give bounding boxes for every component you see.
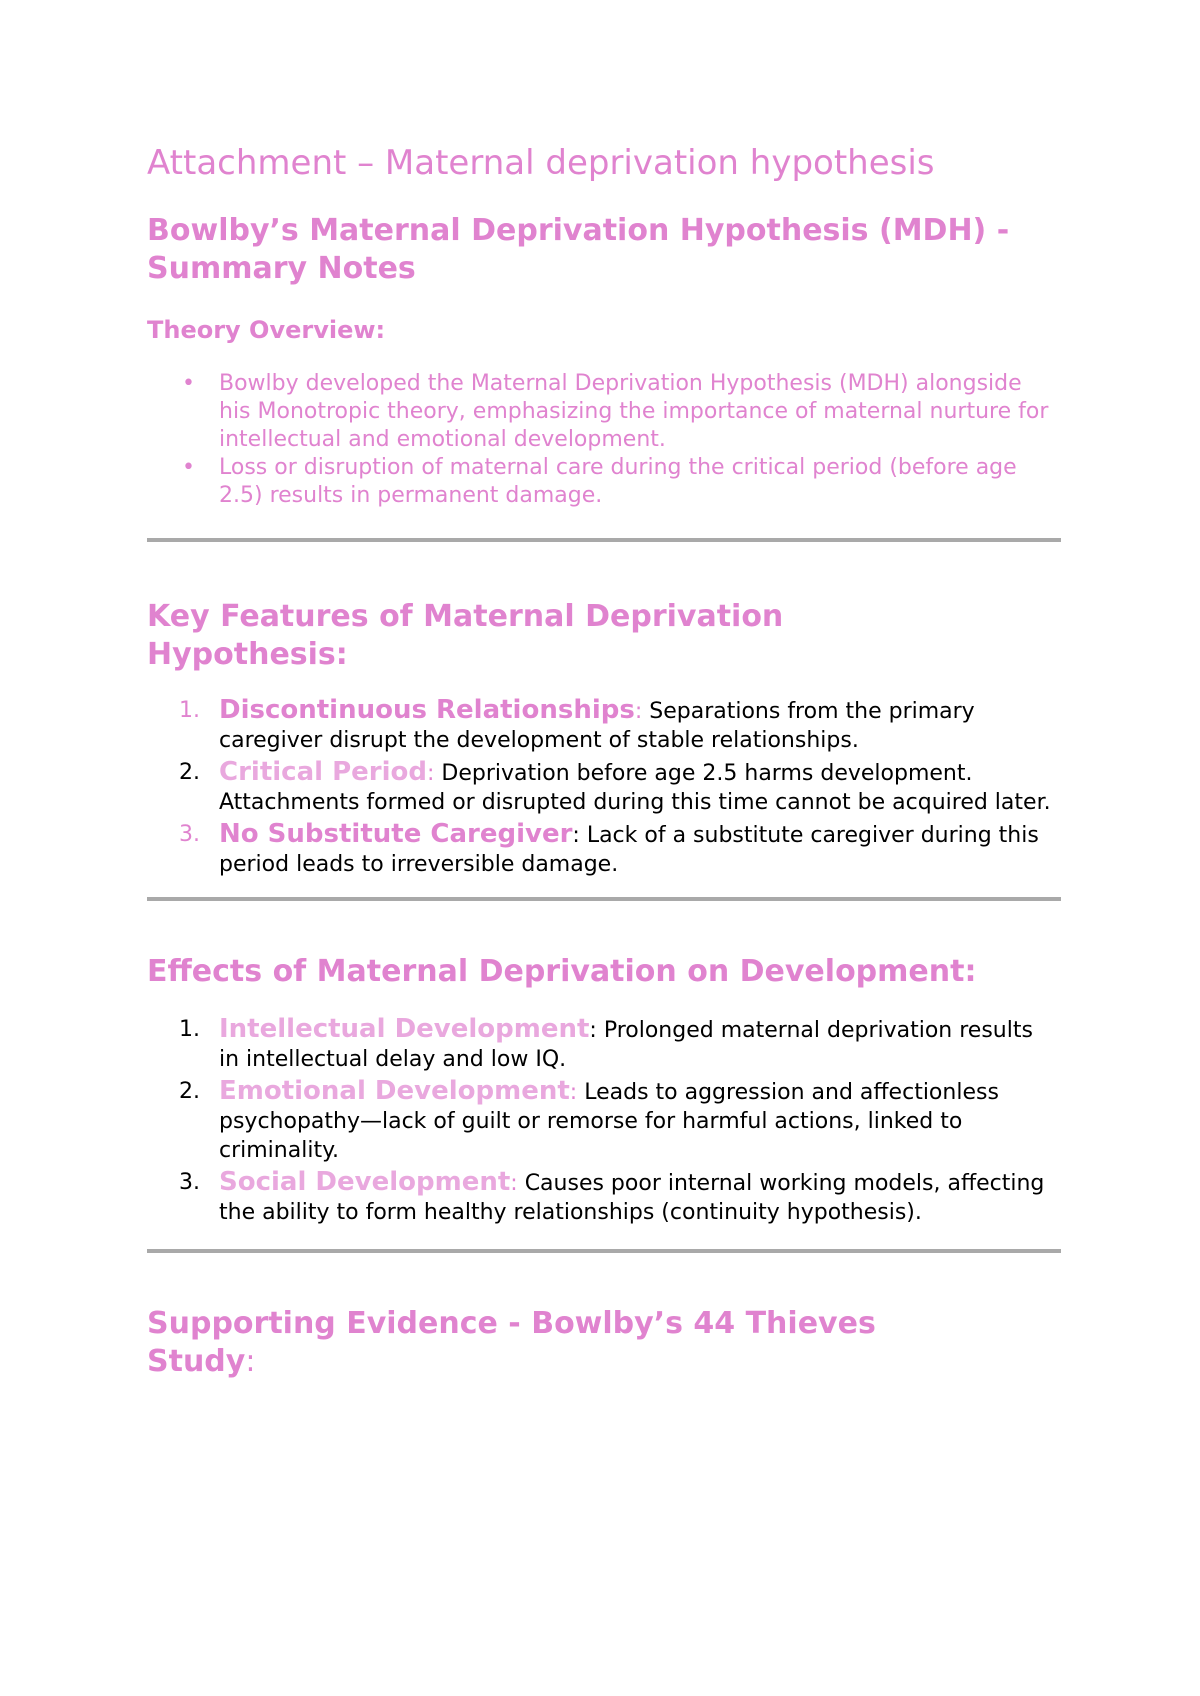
item-separator: : bbox=[426, 761, 435, 786]
item-number: 2. bbox=[179, 1079, 200, 1104]
item-separator: : bbox=[572, 823, 580, 848]
bullet-icon: • bbox=[182, 371, 195, 396]
section-divider bbox=[147, 538, 1061, 542]
document-page bbox=[147, 140, 1057, 1381]
overview-item bbox=[182, 370, 1057, 454]
evidence-heading-text: Supporting Evidence - Bowlby’s 44 Thieves Study bbox=[147, 1306, 876, 1379]
item-number: 3. bbox=[179, 1170, 200, 1195]
overview-item-text: Loss or disruption of maternal care during the critical period (before age 2.5) results in permanent damage. bbox=[219, 455, 1017, 508]
summary-subtitle: Bowlby’s Maternal Deprivation Hypothesis (MDH) - Summary Notes bbox=[147, 213, 1010, 286]
section-divider bbox=[147, 1249, 1061, 1253]
overview-heading: Theory Overview: bbox=[147, 316, 386, 344]
key-feature-item bbox=[179, 695, 1057, 755]
bullet-icon: • bbox=[182, 455, 195, 480]
section-divider bbox=[147, 897, 1061, 901]
effects-heading: Effects of Maternal Deprivation on Development: bbox=[147, 954, 977, 989]
item-term: No Substitute Caregiver bbox=[219, 819, 573, 849]
effect-item bbox=[179, 1167, 1057, 1227]
item-number: 2. bbox=[179, 760, 200, 785]
overview-item bbox=[182, 454, 1057, 510]
item-term: Critical Period bbox=[219, 757, 427, 787]
item-number: 1. bbox=[179, 1017, 200, 1042]
item-text: Deprivation before age 2.5 harms development. Attachments formed or disrupted during this time cannot be acquired later. bbox=[219, 761, 1051, 815]
item-separator: : bbox=[634, 699, 643, 724]
overview-item-text: Bowlby developed the Maternal Deprivation Hypothesis (MDH) alongside his Monotropic theory, emphasizing the importance of maternal nurture for intellectual and emotional development. bbox=[219, 371, 1049, 452]
item-text: Leads to aggression and affectionless psychopathy—lack of guilt or remorse for harmful actions, linked to criminality. bbox=[219, 1080, 999, 1163]
item-term: Emotional Development bbox=[219, 1076, 570, 1106]
evidence-heading-colon: : bbox=[245, 1344, 256, 1379]
key-feature-item bbox=[179, 819, 1057, 879]
overview-list bbox=[147, 370, 1057, 510]
item-text: Separations from the primary caregiver disrupt the development of stable relationships. bbox=[219, 699, 975, 753]
document-title: Attachment – Maternal deprivation hypothesis bbox=[147, 143, 935, 183]
item-separator: : bbox=[510, 1171, 518, 1196]
item-separator: : bbox=[569, 1080, 578, 1105]
effects-list bbox=[147, 1015, 1057, 1227]
item-term: Social Development bbox=[219, 1167, 511, 1197]
item-text: Prolonged maternal deprivation results in intellectual delay and low IQ. bbox=[219, 1018, 1033, 1072]
item-text: Lack of a substitute caregiver during this period leads to irreversible damage. bbox=[219, 823, 1039, 877]
key-features-heading: Key Features of Maternal Deprivation Hypothesis: bbox=[147, 599, 784, 672]
item-separator: : bbox=[589, 1018, 597, 1043]
item-term: Discontinuous Relationships bbox=[219, 695, 635, 725]
effect-item bbox=[179, 1076, 1057, 1165]
effect-item bbox=[179, 1014, 1057, 1074]
key-feature-item bbox=[179, 757, 1057, 817]
item-text: Causes poor internal working models, affecting the ability to form healthy relationships (continuity hypothesis). bbox=[219, 1171, 1045, 1225]
key-features-list bbox=[147, 696, 1057, 879]
item-number: 3. bbox=[179, 822, 200, 847]
evidence-heading bbox=[147, 1305, 927, 1381]
item-term: Intellectual Development bbox=[219, 1014, 590, 1044]
item-number: 1. bbox=[179, 698, 200, 723]
